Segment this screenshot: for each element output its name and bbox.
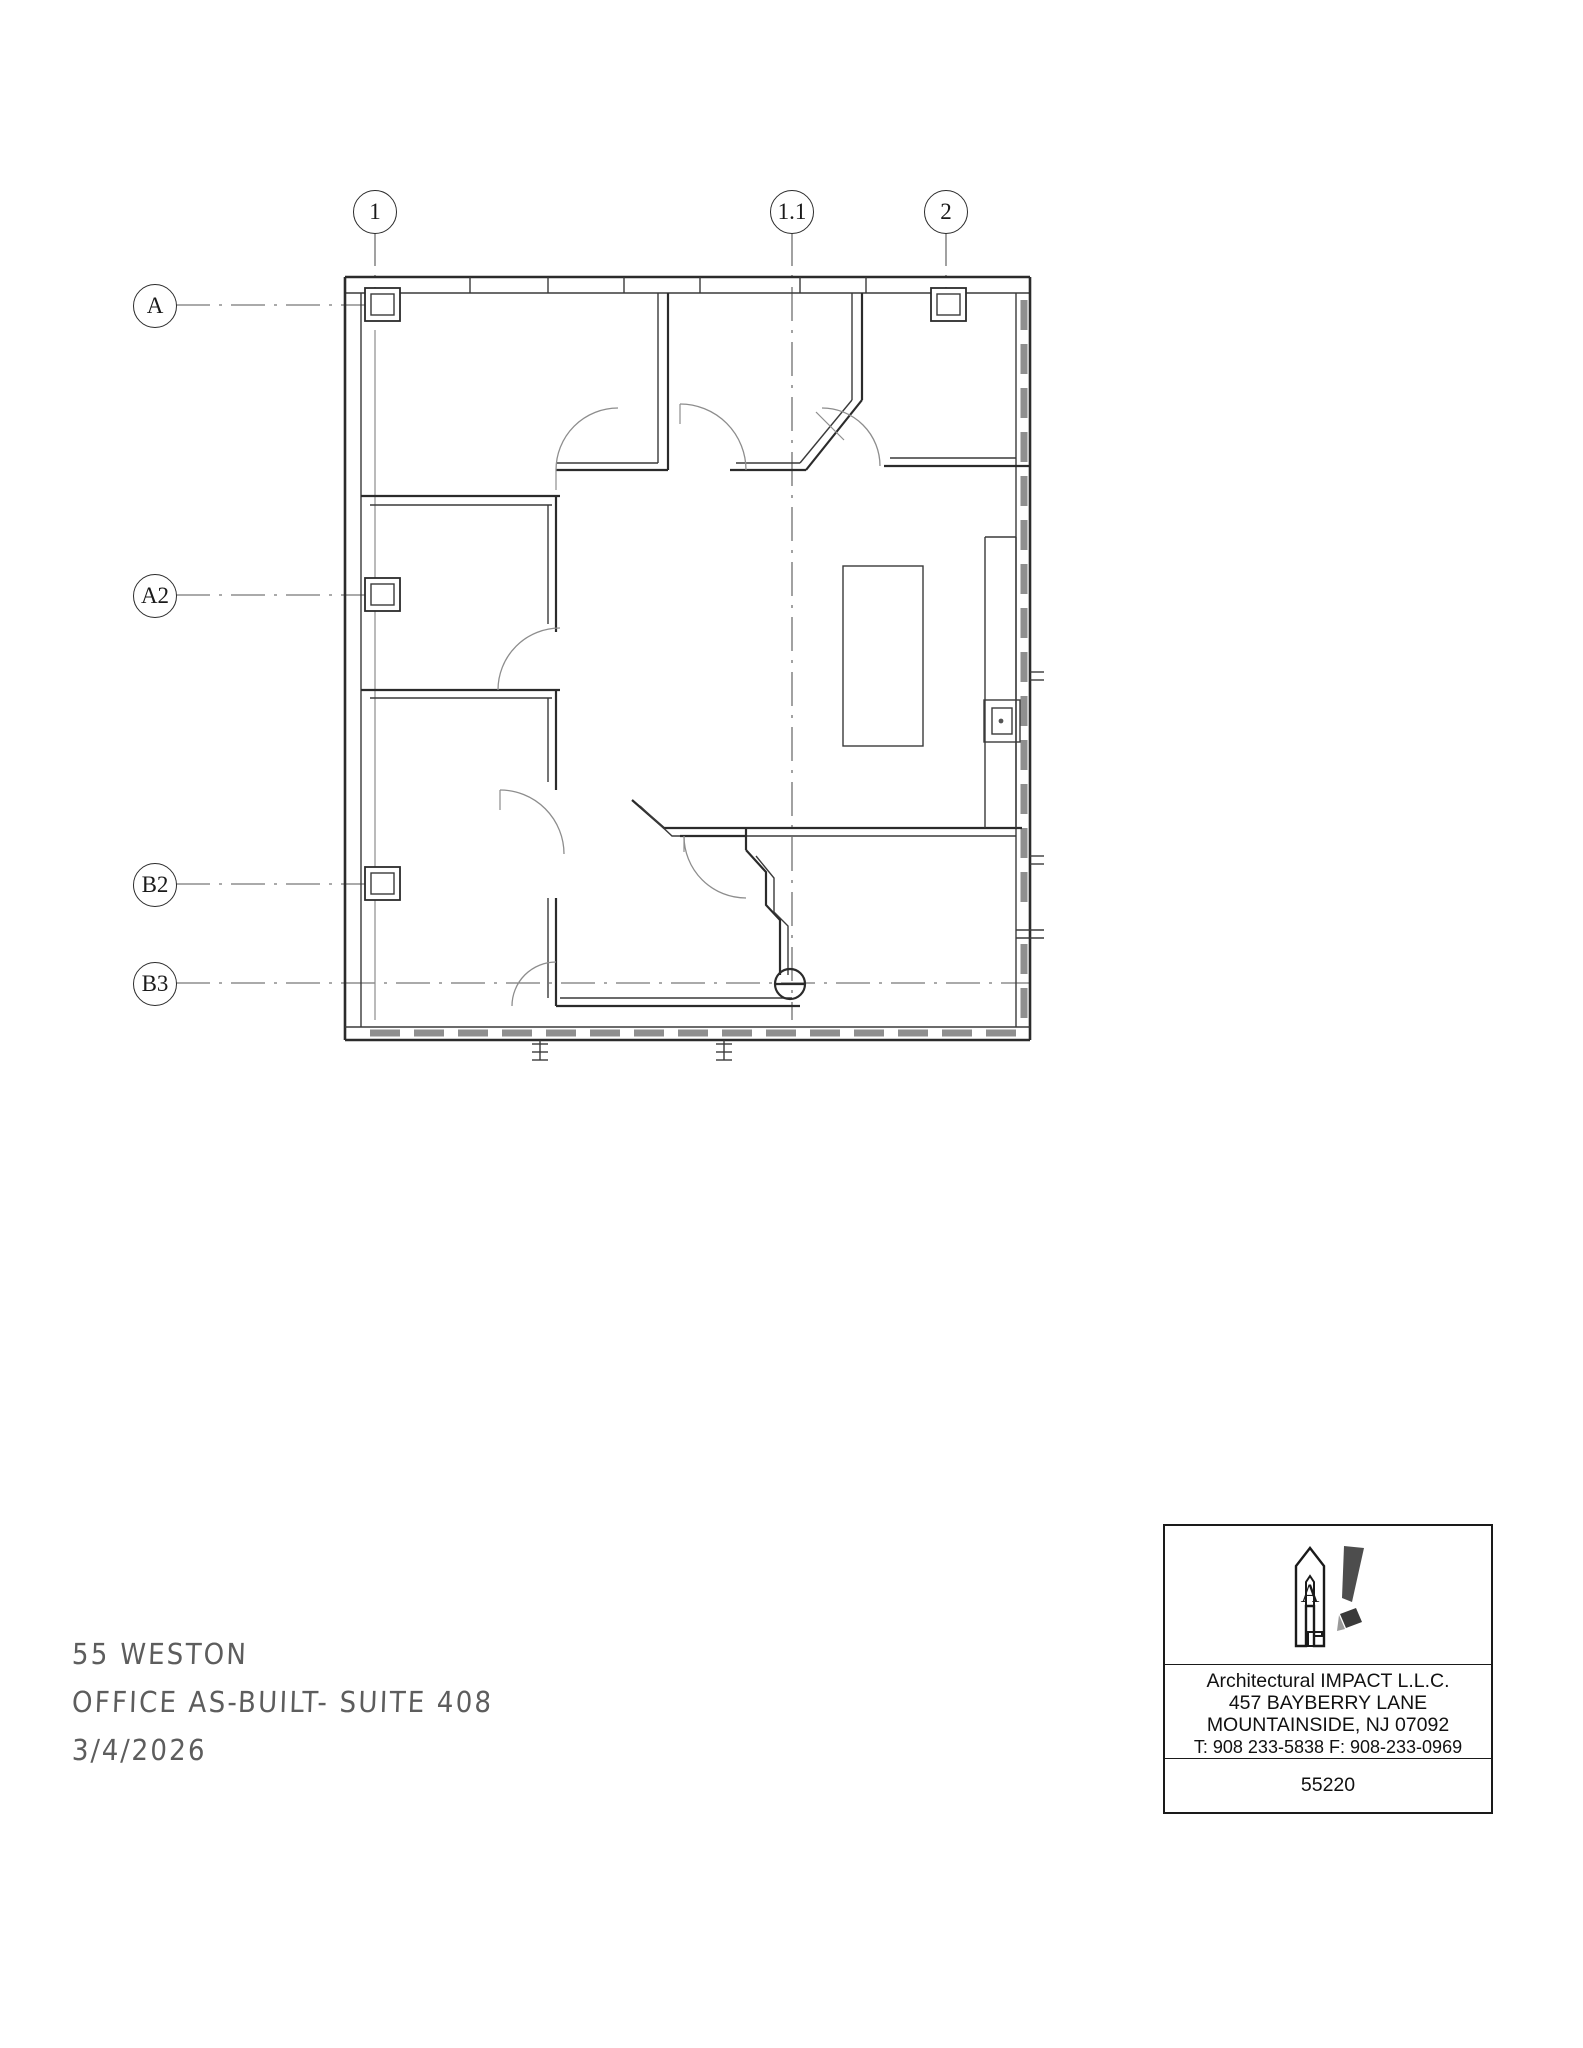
grid-bubble-label: A2 [140, 583, 170, 608]
grid-bubble-row-a2 [133, 574, 177, 618]
grid-bubble-label: B2 [141, 872, 169, 897]
structural-columns [365, 288, 966, 900]
grid-bubble-row-b3 [133, 962, 177, 1006]
grid-bubble-label: 1.1 [777, 199, 807, 224]
grid-bubble-label: A [146, 293, 164, 318]
note-project-name: 55 WESTON [71, 1637, 249, 1671]
company-address-line-2: MOUNTAINSIDE, NJ 07092 [1206, 1714, 1450, 1736]
grid-bubble-column-1-1 [770, 190, 814, 234]
note-date: 3/4/2026 [71, 1733, 208, 1767]
grid-bubble-label: 1 [369, 199, 381, 224]
title-block-divider-2 [1165, 1758, 1491, 1759]
bottom-fixture-symbols [532, 1040, 732, 1060]
project-number: 55220 [1300, 1774, 1356, 1796]
title-block-divider [1165, 1664, 1491, 1665]
company-contact: T: 908 233-5838 F: 908-233-0969 [1193, 1737, 1463, 1757]
company-address-line-1: 457 BAYBERRY LANE [1228, 1692, 1428, 1714]
grid-bubble-label: B3 [141, 971, 169, 996]
sheet-notes [72, 1630, 772, 1774]
grid-bubble-row-a [133, 284, 177, 328]
grid-bubble-column-2 [924, 190, 968, 234]
interior-partitions [361, 293, 1044, 1006]
svg-text:A: A [1300, 1579, 1320, 1608]
grid-bubble-column-1 [353, 190, 397, 234]
title-block [1163, 1524, 1493, 1814]
company-logo [1248, 1536, 1408, 1654]
company-name: Architectural IMPACT L.L.C. [1206, 1670, 1450, 1692]
grid-leader-lines [176, 232, 1030, 1020]
note-sheet-title: OFFICE AS-BUILT- SUITE 408 [71, 1685, 494, 1719]
grid-bubble-row-b2 [133, 863, 177, 907]
grid-bubble-label: 2 [940, 199, 952, 224]
building-shell [345, 277, 1030, 1040]
window-mullions [470, 277, 866, 293]
